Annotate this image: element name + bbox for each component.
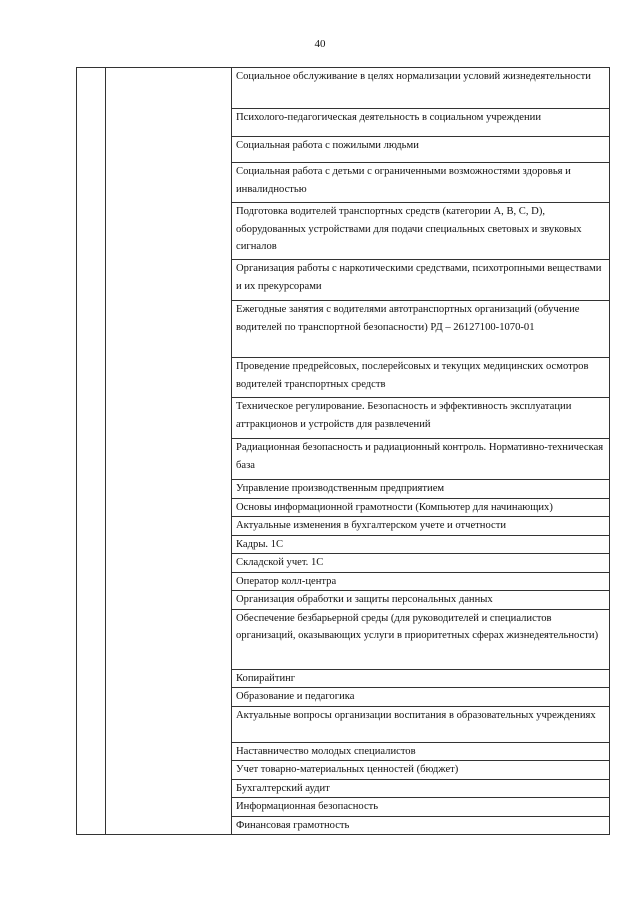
course-name: Обеспечение безбарьерной среды (для руководителей и специалистов организаций, оказывающих услуги в приоритетных сферах жизнедеятельности) bbox=[236, 612, 599, 641]
course-cell bbox=[232, 688, 610, 707]
course-cell bbox=[232, 816, 610, 835]
course-name: Организация работы с наркотическими средствами, психотропными веществами и их прекурсорами bbox=[236, 263, 602, 292]
course-cell bbox=[232, 798, 610, 817]
course-cell bbox=[232, 163, 610, 203]
course-name: Актуальные изменения в бухгалтерском учете и отчетности bbox=[236, 520, 507, 531]
course-name: Ежегодные занятия с водителями автотранспортных организаций (обучение водителей по транспортной безопасности) РД – 26127100-1070-01 bbox=[236, 304, 580, 333]
course-cell bbox=[232, 572, 610, 591]
course-name: Бухгалтерский аудит bbox=[236, 782, 330, 794]
course-cell bbox=[232, 517, 610, 536]
course-name: Образование и педагогика bbox=[236, 691, 355, 702]
course-cell bbox=[232, 761, 610, 780]
course-name: Социальная работа с детьми с ограниченными возможностями здоровья и инвалидностью bbox=[236, 166, 571, 195]
course-name: Кадры. 1С bbox=[236, 538, 284, 550]
course-name: Копирайтинг bbox=[236, 672, 296, 684]
course-name: Складской учет. 1С bbox=[236, 557, 324, 568]
course-name: Радиационная безопасность и радиационный контроль. Нормативно-техническая база bbox=[236, 442, 604, 471]
course-name: Финансовая грамотность bbox=[236, 819, 350, 831]
table-row bbox=[77, 68, 610, 109]
course-name: Учет товарно-материальных ценностей (бюджет) bbox=[236, 764, 459, 775]
course-cell bbox=[232, 203, 610, 260]
course-cell bbox=[232, 554, 610, 573]
course-cell bbox=[232, 779, 610, 798]
course-cell bbox=[232, 669, 610, 688]
course-cell bbox=[232, 68, 610, 109]
program-column-cell bbox=[106, 68, 232, 835]
course-cell bbox=[232, 358, 610, 398]
course-cell bbox=[232, 301, 610, 358]
course-name: Актуальные вопросы организации воспитания в образовательных учреждениях bbox=[236, 709, 596, 721]
course-cell bbox=[232, 706, 610, 742]
course-name: Оператор колл-центра bbox=[236, 575, 337, 587]
course-name: Проведение предрейсовых, послерейсовых и текущих медицинских осмотров водителей транспортных средств bbox=[236, 361, 589, 390]
course-name: Организация обработки и защиты персональных данных bbox=[236, 594, 493, 605]
page-number: 40 bbox=[314, 38, 326, 50]
course-cell bbox=[232, 398, 610, 439]
course-name: Основы информационной грамотности (Компьютер для начинающих) bbox=[236, 501, 553, 513]
course-name: Управление производственным предприятием bbox=[236, 483, 445, 494]
course-name: Подготовка водителей транспортных средств (категории A, B, C, D), оборудованных устройствами для подачи специальных световых и звуковых сигналов bbox=[236, 206, 582, 252]
course-cell bbox=[232, 609, 610, 669]
course-cell bbox=[232, 260, 610, 301]
course-cell bbox=[232, 742, 610, 761]
course-cell bbox=[232, 591, 610, 610]
course-cell bbox=[232, 439, 610, 480]
course-cell bbox=[232, 535, 610, 554]
course-cell bbox=[232, 137, 610, 163]
number-column-cell bbox=[77, 68, 106, 835]
course-name: Психолого-педагогическая деятельность в социальном учреждении bbox=[236, 112, 541, 123]
course-name: Информационная безопасность bbox=[236, 801, 379, 812]
course-name: Техническое регулирование. Безопасность и эффективность эксплуатации аттракционов и устройств для развлечений bbox=[236, 401, 572, 430]
course-name: Социальная работа с пожилыми людьми bbox=[236, 140, 419, 151]
course-cell bbox=[232, 480, 610, 499]
course-name: Социальное обслуживание в целях нормализации условий жизнедеятельности bbox=[236, 71, 591, 82]
course-cell bbox=[232, 498, 610, 517]
course-name: Наставничество молодых специалистов bbox=[236, 745, 416, 757]
courses-table bbox=[76, 67, 610, 835]
course-cell bbox=[232, 109, 610, 137]
